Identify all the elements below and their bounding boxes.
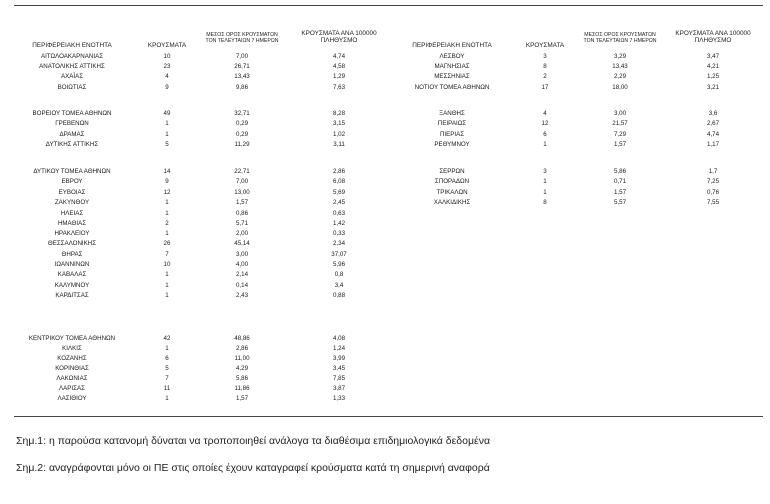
left-header-per100k-line1: ΚΡΟΥΣΜΑΤΑ ΑΝΑ 100000	[301, 30, 377, 37]
avg-cell: 4,00	[235, 261, 249, 268]
avg-cell: 11,00	[234, 355, 250, 362]
cases-cell: 1	[543, 141, 547, 148]
region-cell: ΚΑΒΑΛΑΣ	[57, 271, 87, 278]
avg-cell: 7,29	[613, 131, 627, 138]
cases-cell: 23	[163, 63, 171, 70]
region-cell: ΒΟΡΕΙΟΥ ΤΟΜΕΑ ΑΘΗΝΩΝ	[32, 110, 112, 117]
right-header-per100k-line2: ΠΛΗΘΥΣΜΟ	[694, 37, 732, 44]
per100k-cell: 4,74	[332, 53, 346, 60]
region-cell: ΗΡΑΚΛΕΙΟΥ	[54, 230, 90, 237]
left-table-row	[0, 365, 770, 374]
region-cell: ΑΙΤΩΛΟΑΚΑΡΝΑΝΙΑΣ	[40, 53, 104, 60]
region-cell: ΗΜΑΘΙΑΣ	[57, 220, 87, 227]
cases-cell: 10	[163, 261, 171, 268]
left-table-row	[0, 230, 770, 239]
avg-cell: 5,86	[613, 168, 627, 175]
cases-cell: 3	[543, 168, 547, 175]
per100k-cell: 1,42	[332, 220, 346, 227]
region-cell: ΚΕΝΤΡΙΚΟΥ ΤΟΜΕΑ ΑΘΗΝΩΝ	[28, 335, 116, 342]
cases-cell: 5	[165, 141, 169, 148]
per100k-cell: 3,45	[332, 365, 346, 372]
note-2: Σημ.2: αναγράφονται μόνο οι ΠΕ στις οποίες έχουν καταγραφεί κρούσματα κατά τη σημερινή αναφορά	[16, 462, 490, 474]
per100k-cell: 7,55	[706, 199, 720, 206]
cases-cell: 8	[543, 199, 547, 206]
per100k-cell: 0,88	[332, 292, 346, 299]
per100k-cell: 1,02	[332, 131, 346, 138]
avg-cell: 13,43	[612, 63, 628, 70]
left-table-row	[0, 335, 770, 344]
right-header-cases: ΚΡΟΥΣΜΑΤΑ	[525, 42, 565, 49]
region-cell: ΠΙΕΡΙΑΣ	[439, 131, 465, 138]
cases-cell: 6	[543, 131, 547, 138]
right-table-row	[0, 73, 770, 82]
cases-cell: 5	[165, 365, 169, 372]
region-cell: ΙΩΑΝΝΙΝΩΝ	[54, 261, 90, 268]
avg-cell: 0,14	[235, 282, 249, 289]
region-cell: ΗΛΕΙΑΣ	[60, 210, 84, 217]
per100k-cell: 4,21	[706, 63, 720, 70]
per100k-cell: 2,34	[332, 240, 346, 247]
right-header-per100k	[670, 30, 756, 44]
bottom-rule	[14, 416, 763, 417]
cases-cell: 49	[163, 110, 171, 117]
avg-cell: 2,14	[235, 271, 249, 278]
cases-cell: 3	[543, 53, 547, 60]
per100k-cell: 3,47	[706, 53, 720, 60]
region-cell: ΔΥΤΙΚΗΣ ΑΤΤΙΚΗΣ	[45, 141, 99, 148]
right-table-row	[0, 178, 770, 187]
cases-cell: 4	[165, 73, 169, 80]
cases-cell: 1	[165, 282, 169, 289]
region-cell: ΡΕΘΥΜΝΟΥ	[434, 141, 470, 148]
region-cell: ΔΥΤΙΚΟΥ ΤΟΜΕΑ ΑΘΗΝΩΝ	[33, 168, 111, 175]
avg-cell: 13,43	[234, 73, 250, 80]
avg-cell: 3,29	[613, 53, 627, 60]
region-cell: ΚΟΖΑΝΗΣ	[57, 355, 87, 362]
avg-cell: 22,71	[234, 168, 250, 175]
left-table-row	[0, 271, 770, 280]
cases-cell: 1	[165, 230, 169, 237]
left-table-row	[0, 251, 770, 260]
left-table-row	[0, 395, 770, 404]
cases-cell: 7	[165, 251, 169, 258]
per100k-cell: 3,4	[334, 282, 344, 289]
avg-cell: 2,43	[235, 292, 249, 299]
per100k-cell: 0,33	[332, 230, 346, 237]
region-cell: ΘΗΡΑΣ	[61, 251, 83, 258]
cases-cell: 7	[165, 375, 169, 382]
right-header-avg-line1: ΜΕΣΟΣ ΟΡΟΣ ΚΡΟΥΣΜΑΤΩΝ	[584, 32, 656, 38]
left-table-row	[0, 240, 770, 249]
avg-cell: 5,71	[235, 220, 249, 227]
cases-cell: 1	[165, 271, 169, 278]
top-rule	[14, 5, 763, 6]
cases-cell: 2	[165, 220, 169, 227]
per100k-cell: 0,76	[706, 189, 720, 196]
region-cell: ΛΑΣΙΘΙΟΥ	[57, 395, 87, 402]
region-cell: ΛΑΚΩΝΙΑΣ	[56, 375, 88, 382]
cases-cell: 1	[165, 120, 169, 127]
right-table-row	[0, 168, 770, 177]
per100k-cell: 37,07	[331, 251, 347, 258]
right-header-per100k-line1: ΚΡΟΥΣΜΑΤΑ ΑΝΑ 100000	[675, 30, 751, 37]
right-header-avg-line2: ΤΟΝ ΤΕΛΕΥΤΑΙΩΝ 7 ΗΜΕΡΩΝ	[583, 38, 657, 44]
right-header-avg	[568, 32, 672, 44]
right-table-row	[0, 189, 770, 198]
cases-cell: 42	[163, 335, 171, 342]
per100k-cell: 3,6	[708, 110, 718, 117]
cases-cell: 26	[163, 240, 171, 247]
avg-cell: 11,86	[234, 385, 250, 392]
left-header-avg-line2: ΤΟΝ ΤΕΛΕΥΤΑΙΩΝ 7 ΗΜΕΡΩΝ	[205, 38, 279, 44]
region-cell: ΛΑΡΙΣΑΣ	[59, 385, 85, 392]
cases-cell: 1	[165, 199, 169, 206]
per100k-cell: 5,96	[332, 261, 346, 268]
cases-cell: 9	[165, 178, 169, 185]
left-table-row	[0, 261, 770, 270]
per100k-cell: 3,87	[332, 385, 346, 392]
avg-cell: 1,57	[613, 141, 627, 148]
region-cell: ΝΟΤΙΟΥ ΤΟΜΕΑ ΑΘΗΝΩΝ	[414, 84, 490, 91]
left-table-row	[0, 375, 770, 384]
left-table-row	[0, 355, 770, 364]
cases-cell: 2	[543, 73, 547, 80]
left-header-avg-line1: ΜΕΣΟΣ ΟΡΟΣ ΚΡΟΥΣΜΑΤΩΝ	[206, 32, 278, 38]
avg-cell: 0,29	[235, 120, 249, 127]
region-cell: ΣΕΡΡΩΝ	[439, 168, 465, 175]
left-table-row	[0, 282, 770, 291]
per100k-cell: 3,21	[706, 84, 720, 91]
per100k-cell: 3,15	[332, 120, 346, 127]
cases-cell: 14	[163, 168, 171, 175]
region-cell: ΜΕΣΣΗΝΙΑΣ	[434, 73, 470, 80]
right-table-row	[0, 199, 770, 208]
per100k-cell: 7,85	[332, 375, 346, 382]
per100k-cell: 6,08	[332, 178, 346, 185]
per100k-cell: 0,63	[332, 210, 346, 217]
avg-cell: 3,00	[613, 110, 627, 117]
avg-cell: 2,00	[235, 230, 249, 237]
left-header-per100k	[296, 30, 382, 44]
avg-cell: 1,57	[235, 199, 249, 206]
region-cell: ΖΑΚΥΝΘΟΥ	[54, 199, 90, 206]
right-table-row	[0, 53, 770, 62]
region-cell: ΓΡΕΒΕΝΩΝ	[55, 120, 89, 127]
left-table-row	[0, 210, 770, 219]
avg-cell: 0,71	[613, 178, 627, 185]
region-cell: ΘΕΣΣΑΛΟΝΙΚΗΣ	[47, 240, 97, 247]
right-table-row	[0, 120, 770, 129]
avg-cell: 11,29	[234, 141, 250, 148]
cases-cell: 17	[541, 84, 549, 91]
region-cell: ΣΠΟΡΑΔΩΝ	[434, 178, 470, 185]
avg-cell: 18,00	[612, 84, 628, 91]
avg-cell: 7,00	[235, 53, 249, 60]
cases-cell: 12	[541, 120, 549, 127]
avg-cell: 0,86	[235, 210, 249, 217]
per100k-cell: 2,45	[332, 199, 346, 206]
region-cell: ΞΑΝΘΗΣ	[439, 110, 465, 117]
per100k-cell: 1,7	[708, 168, 718, 175]
avg-cell: 2,86	[235, 345, 249, 352]
region-cell: ΚΟΡΙΝΘΙΑΣ	[55, 365, 89, 372]
cases-cell: 4	[543, 110, 547, 117]
avg-cell: 9,86	[235, 84, 249, 91]
cases-cell: 10	[163, 53, 171, 60]
region-cell: ΜΑΓΝΗΣΙΑΣ	[434, 63, 470, 70]
cases-cell: 1	[165, 131, 169, 138]
avg-cell: 26,71	[234, 63, 250, 70]
cases-cell: 8	[543, 63, 547, 70]
left-table-row	[0, 292, 770, 301]
per100k-cell: 1,25	[706, 73, 720, 80]
region-cell: ΚΑΛΥΜΝΟΥ	[54, 282, 90, 289]
per100k-cell: 1,24	[332, 345, 346, 352]
left-header-avg	[190, 32, 294, 44]
cases-cell: 6	[165, 355, 169, 362]
per100k-cell: 1,29	[332, 73, 346, 80]
per100k-cell: 7,63	[332, 84, 346, 91]
avg-cell: 1,57	[235, 395, 249, 402]
right-table-row	[0, 110, 770, 119]
region-cell: ΕΥΒΟΙΑΣ	[58, 189, 86, 196]
region-cell: ΑΧΑΪΑΣ	[60, 73, 84, 80]
per100k-cell: 4,74	[706, 131, 720, 138]
per100k-cell: 1,33	[332, 395, 346, 402]
avg-cell: 13,00	[234, 189, 250, 196]
region-cell: ΕΒΡΟΥ	[61, 178, 83, 185]
per100k-cell: 1,17	[706, 141, 720, 148]
cases-cell: 1	[165, 292, 169, 299]
cases-cell: 1	[543, 189, 547, 196]
left-table-row	[0, 220, 770, 229]
cases-cell: 1	[165, 395, 169, 402]
right-header-region: ΠΕΡΙΦΕΡΕΙΑΚΗ ΕΝΟΤΗΤΑ	[412, 42, 492, 49]
cases-cell: 1	[543, 178, 547, 185]
avg-cell: 48,86	[234, 335, 250, 342]
region-cell: ΚΙΛΚΙΣ	[62, 345, 82, 352]
note-1: Σημ.1: η παρούσα κατανομή δύναται να τροποποιηθεί ανάλογα τα διαθέσιμα επιδημιολογικά δεδομένα	[16, 435, 491, 447]
per100k-cell: 4,08	[332, 335, 346, 342]
avg-cell: 3,00	[235, 251, 249, 258]
per100k-cell: 4,58	[332, 63, 346, 70]
left-header-cases: ΚΡΟΥΣΜΑΤΑ	[147, 42, 187, 49]
per100k-cell: 5,69	[332, 189, 346, 196]
region-cell: ΤΡΙΚΑΛΩΝ	[436, 189, 468, 196]
left-table-row	[0, 385, 770, 394]
cases-cell: 1	[165, 345, 169, 352]
avg-cell: 32,71	[234, 110, 250, 117]
cases-cell: 12	[163, 189, 171, 196]
avg-cell: 2,29	[613, 73, 627, 80]
region-cell: ΧΑΛΚΙΔΙΚΗΣ	[433, 199, 471, 206]
avg-cell: 1,57	[613, 189, 627, 196]
per100k-cell: 2,67	[706, 120, 720, 127]
per100k-cell: 3,11	[333, 141, 345, 148]
region-cell: ΠΕΙΡΑΙΩΣ	[437, 120, 467, 127]
left-header-region: ΠΕΡΙΦΕΡΕΙΑΚΗ ΕΝΟΤΗΤΑ	[32, 42, 112, 49]
per100k-cell: 7,25	[706, 178, 720, 185]
avg-cell: 4,29	[235, 365, 249, 372]
per100k-cell: 3,99	[332, 355, 346, 362]
right-table-row	[0, 131, 770, 140]
right-table-row	[0, 141, 770, 150]
left-table-row	[0, 345, 770, 354]
avg-cell: 7,00	[235, 178, 249, 185]
right-table-row	[0, 84, 770, 93]
region-cell: ΑΝΑΤΟΛΙΚΗΣ ΑΤΤΙΚΗΣ	[39, 63, 105, 70]
cases-cell: 1	[165, 210, 169, 217]
region-cell: ΛΕΣΒΟΥ	[439, 53, 465, 60]
per100k-cell: 0,8	[334, 271, 344, 278]
per100k-cell: 8,28	[332, 110, 346, 117]
region-cell: ΔΡΑΜΑΣ	[59, 131, 85, 138]
right-table-row	[0, 63, 770, 72]
region-cell: ΒΟΙΩΤΙΑΣ	[57, 84, 87, 91]
region-cell: ΚΑΡΔΙΤΣΑΣ	[55, 292, 89, 299]
cases-cell: 11	[163, 385, 171, 392]
avg-cell: 45,14	[234, 240, 250, 247]
cases-cell: 9	[165, 84, 169, 91]
avg-cell: 5,57	[613, 199, 627, 206]
avg-cell: 21,57	[612, 120, 628, 127]
per100k-cell: 2,86	[332, 168, 346, 175]
left-header-per100k-line2: ΠΛΗΘΥΣΜΟ	[320, 37, 358, 44]
avg-cell: 0,29	[235, 131, 249, 138]
avg-cell: 5,86	[235, 375, 249, 382]
